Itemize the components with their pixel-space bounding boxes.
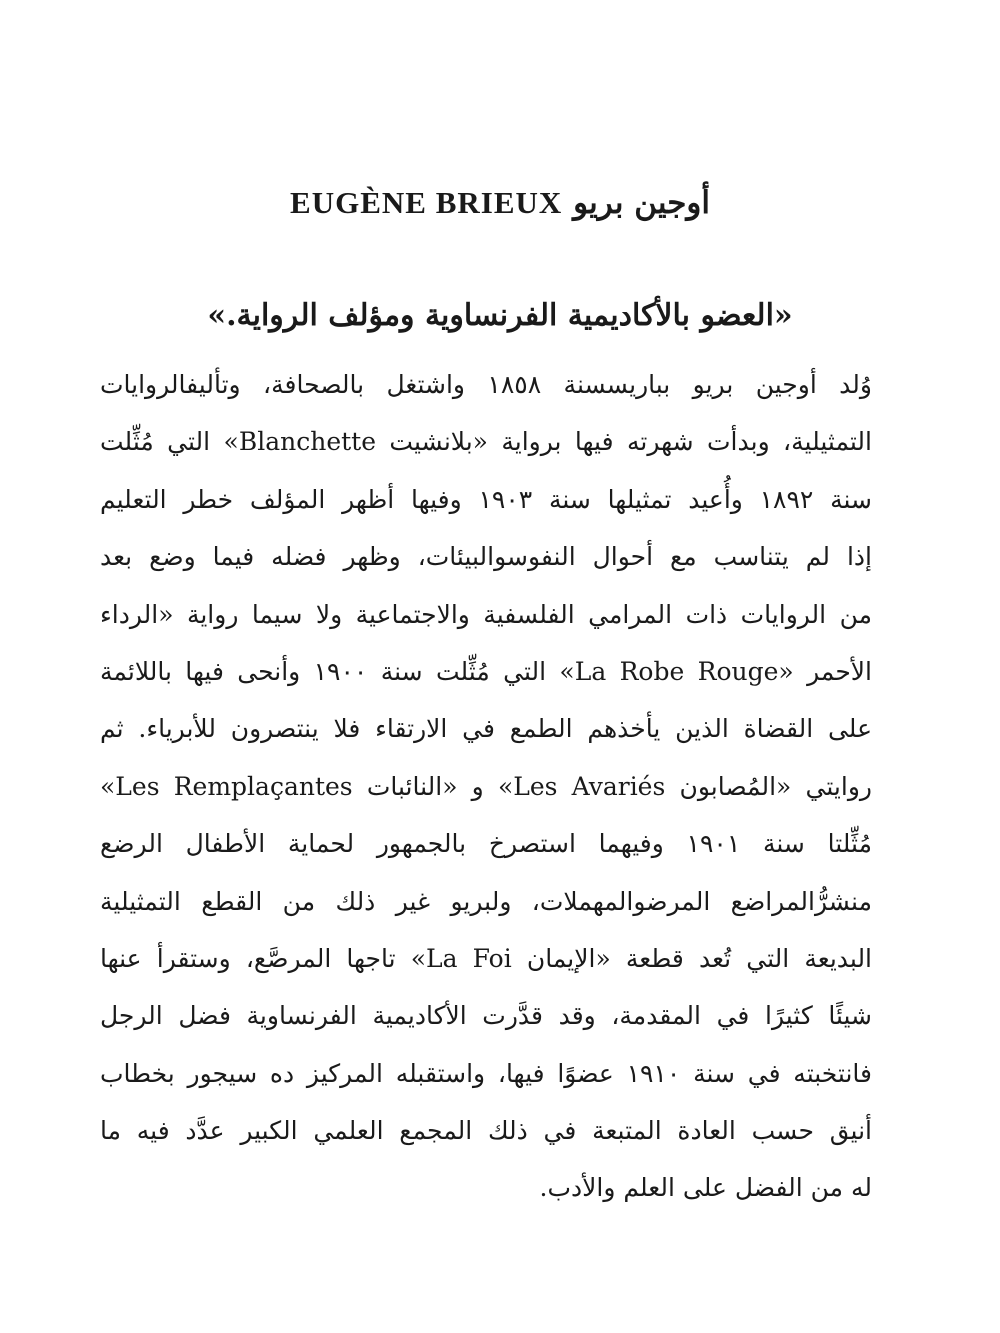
title-arabic: أوجين بريو (573, 185, 710, 221)
body-line: فانتخبته في سنة ١٩١٠ عضوًا فيها، واستقبله المركيز ده سيجور بخطاب (100, 1058, 872, 1088)
body-line: منشرُّالمراضع المرضوالمهملات، ولبريو غير ذلك من القطع التمثيلية (100, 886, 872, 916)
body-line: البديعة التي تُعد قطعة «الإيمان La Foi» تاجها المرصَّع، وستقرأ عنها (100, 943, 872, 973)
page-title (100, 178, 900, 228)
body-line: الأحمر «La Robe Rouge» التي مُثِّلت سنة ١٩٠٠ وأنحى فيها باللائمة (100, 656, 872, 686)
body-paragraph (100, 356, 872, 1217)
body-line: التمثيلية، وبدأت شهرته فيها برواية «بلانشيت Blanchette» التي مُثِّلت (100, 427, 872, 457)
body-line: من الروايات ذات المرامي الفلسفية والاجتماعية ولا سيما رواية «الرداء (100, 599, 872, 629)
body-line: شيئًا كثيرًا في المقدمة، وقد قدَّرت الأكاديمية الفرنساوية فضل الرجل (100, 1001, 872, 1031)
body-line: وُلد أوجين بريو بباريسسنة ١٨٥٨ واشتغل بالصحافة، وتأليفالروايات (100, 370, 872, 399)
body-line: على القضاة الذين يأخذهم الطمع في الارتقاء فلا ينتصرون للأبرياء. ثم (100, 714, 872, 744)
subtitle: «العضو بالأكاديمية الفرنساوية ومؤلف الرواية.» (207, 298, 793, 333)
body-line: أنيق حسب العادة المتبعة في ذلك المجمع العلمي الكبير عدَّد فيه ما (100, 1116, 872, 1146)
title-latin: EUGÈNE BRIEUX (290, 185, 563, 220)
body-line: مُثِّلتا سنة ١٩٠١ وفيهما استصرخ بالجمهور لحماية الأطفال الرضع (100, 829, 872, 859)
body-line: سنة ١٨٩٢ وأُعيد تمثيلها سنة ١٩٠٣ وفيها أظهر المؤلف خطر التعليم (100, 484, 872, 514)
body-line: إذا لم يتناسب مع أحوال النفوسوالبيئات، وظهر فضله فيما وضع بعد (100, 542, 872, 572)
body-line: له من الفضل على العلم والأدب. (539, 1173, 872, 1203)
body-line: روايتي «المُصابون Les Avariés» و «النائبات Les Remplaçantes» (100, 771, 872, 801)
